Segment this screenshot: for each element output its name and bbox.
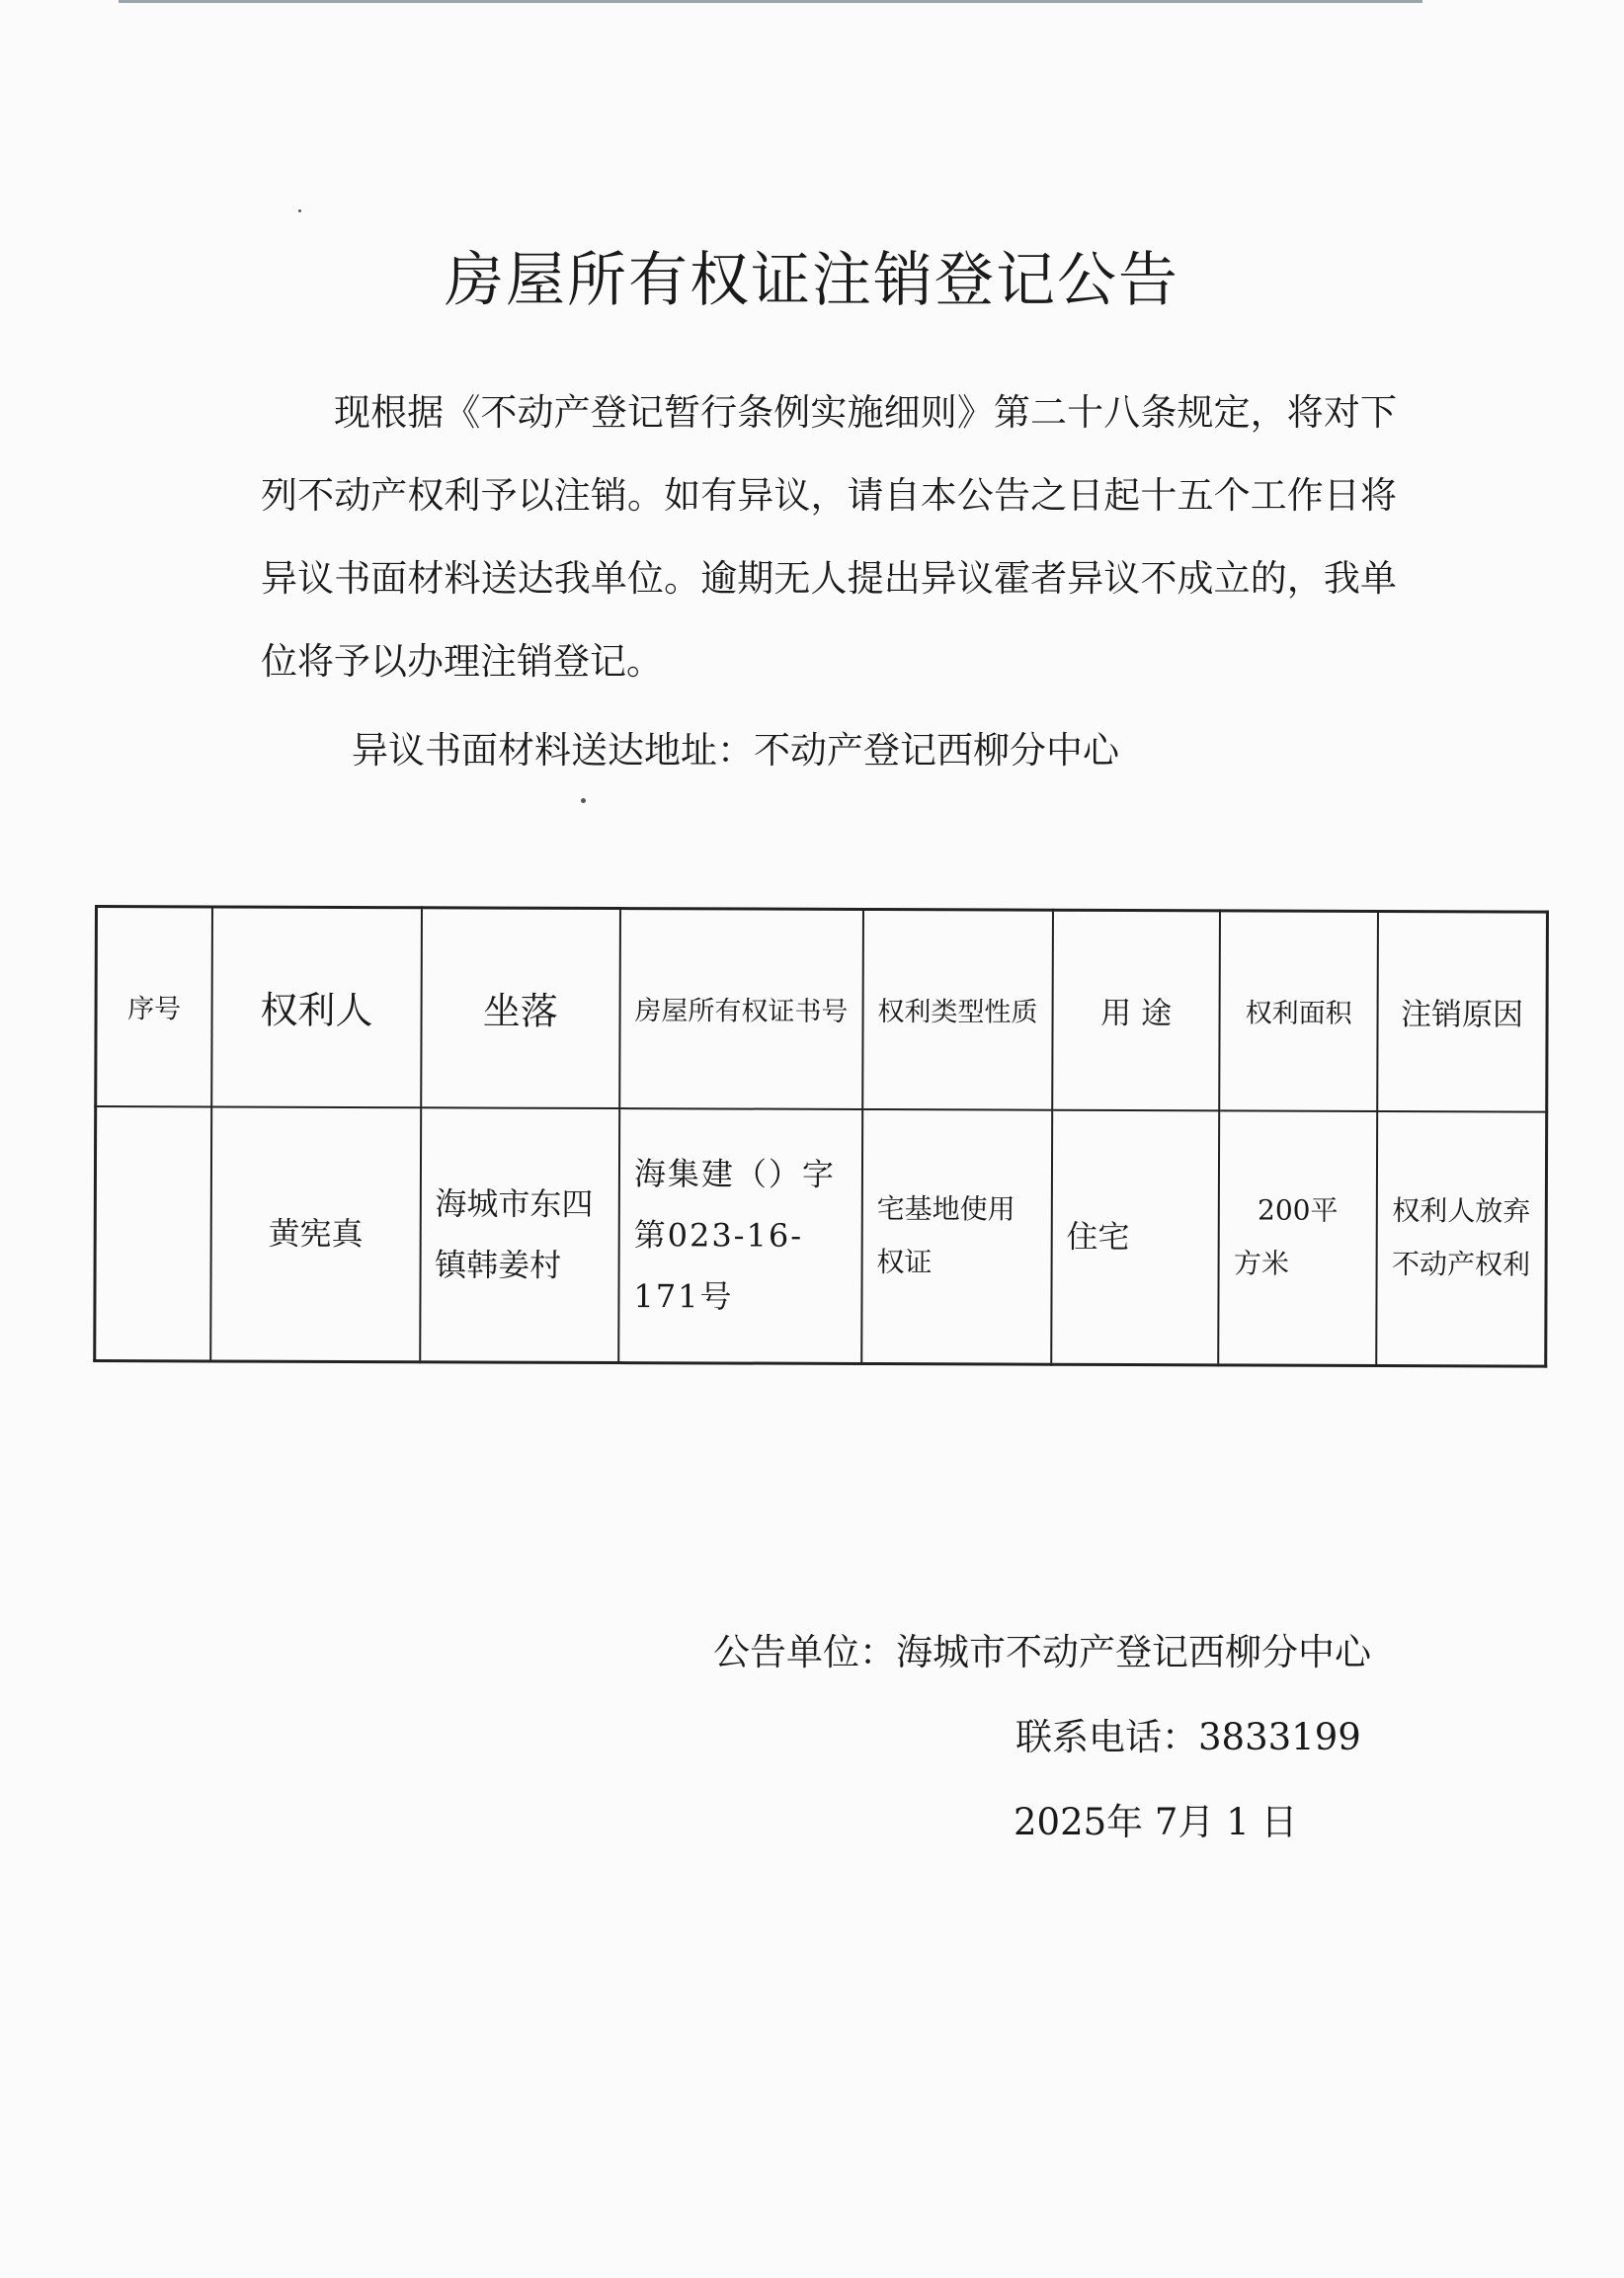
cell-seq <box>95 1106 212 1361</box>
cell-right-type: 宅基地使用权证 <box>861 1108 1052 1364</box>
cell-area: 200平方米 <box>1218 1110 1377 1366</box>
date-line: 2025年 7月 1 日 <box>1014 1801 1298 1843</box>
header-seq: 序号 <box>96 907 212 1106</box>
table-row <box>95 1106 1547 1367</box>
cell-cert-no: 海集建（）字第023-16-171号 <box>618 1108 862 1364</box>
notice-title: 房屋所有权证注销登记公告 <box>445 246 1179 316</box>
scan-speck <box>298 209 301 212</box>
objection-address-paragraph: 异议书面材料送达地址：不动产登记西柳分中心 <box>352 729 1119 772</box>
cancellation-table <box>93 905 1549 1368</box>
table-header-row <box>96 907 1548 1112</box>
header-location: 坐落 <box>421 908 620 1108</box>
cell-usage: 住宅 <box>1051 1109 1219 1365</box>
header-usage: 用 途 <box>1052 910 1220 1110</box>
header-holder: 权利人 <box>211 907 421 1107</box>
notice-body-paragraph: 现根据《不动产登记暂行条例实施细则》第二十八条规定，将对下列不动产权利予以注销。如有异议，请自本公告之日起十五个工作日将异议书面材料送达我单位。逾期无人提出异议霍者异议不成立的，我单位将予以办理注销登记。 <box>261 391 1397 683</box>
cell-reason: 权利人放弃不动产权利 <box>1376 1110 1547 1366</box>
header-cert-no: 房屋所有权证书号 <box>619 909 863 1109</box>
scan-top-edge-line <box>119 0 1422 3</box>
header-reason: 注销原因 <box>1377 911 1547 1111</box>
header-area: 权利面积 <box>1219 911 1378 1111</box>
cell-holder: 黄宪真 <box>210 1106 420 1362</box>
cell-location: 海城市东四镇韩姜村 <box>420 1107 619 1363</box>
header-right-type: 权利类型性质 <box>862 909 1053 1109</box>
scan-speck <box>581 798 586 803</box>
issuer-line: 公告单位：海城市不动产登记西柳分中心 <box>713 1631 1371 1673</box>
phone-line: 联系电话：3833199 <box>1015 1716 1361 1758</box>
